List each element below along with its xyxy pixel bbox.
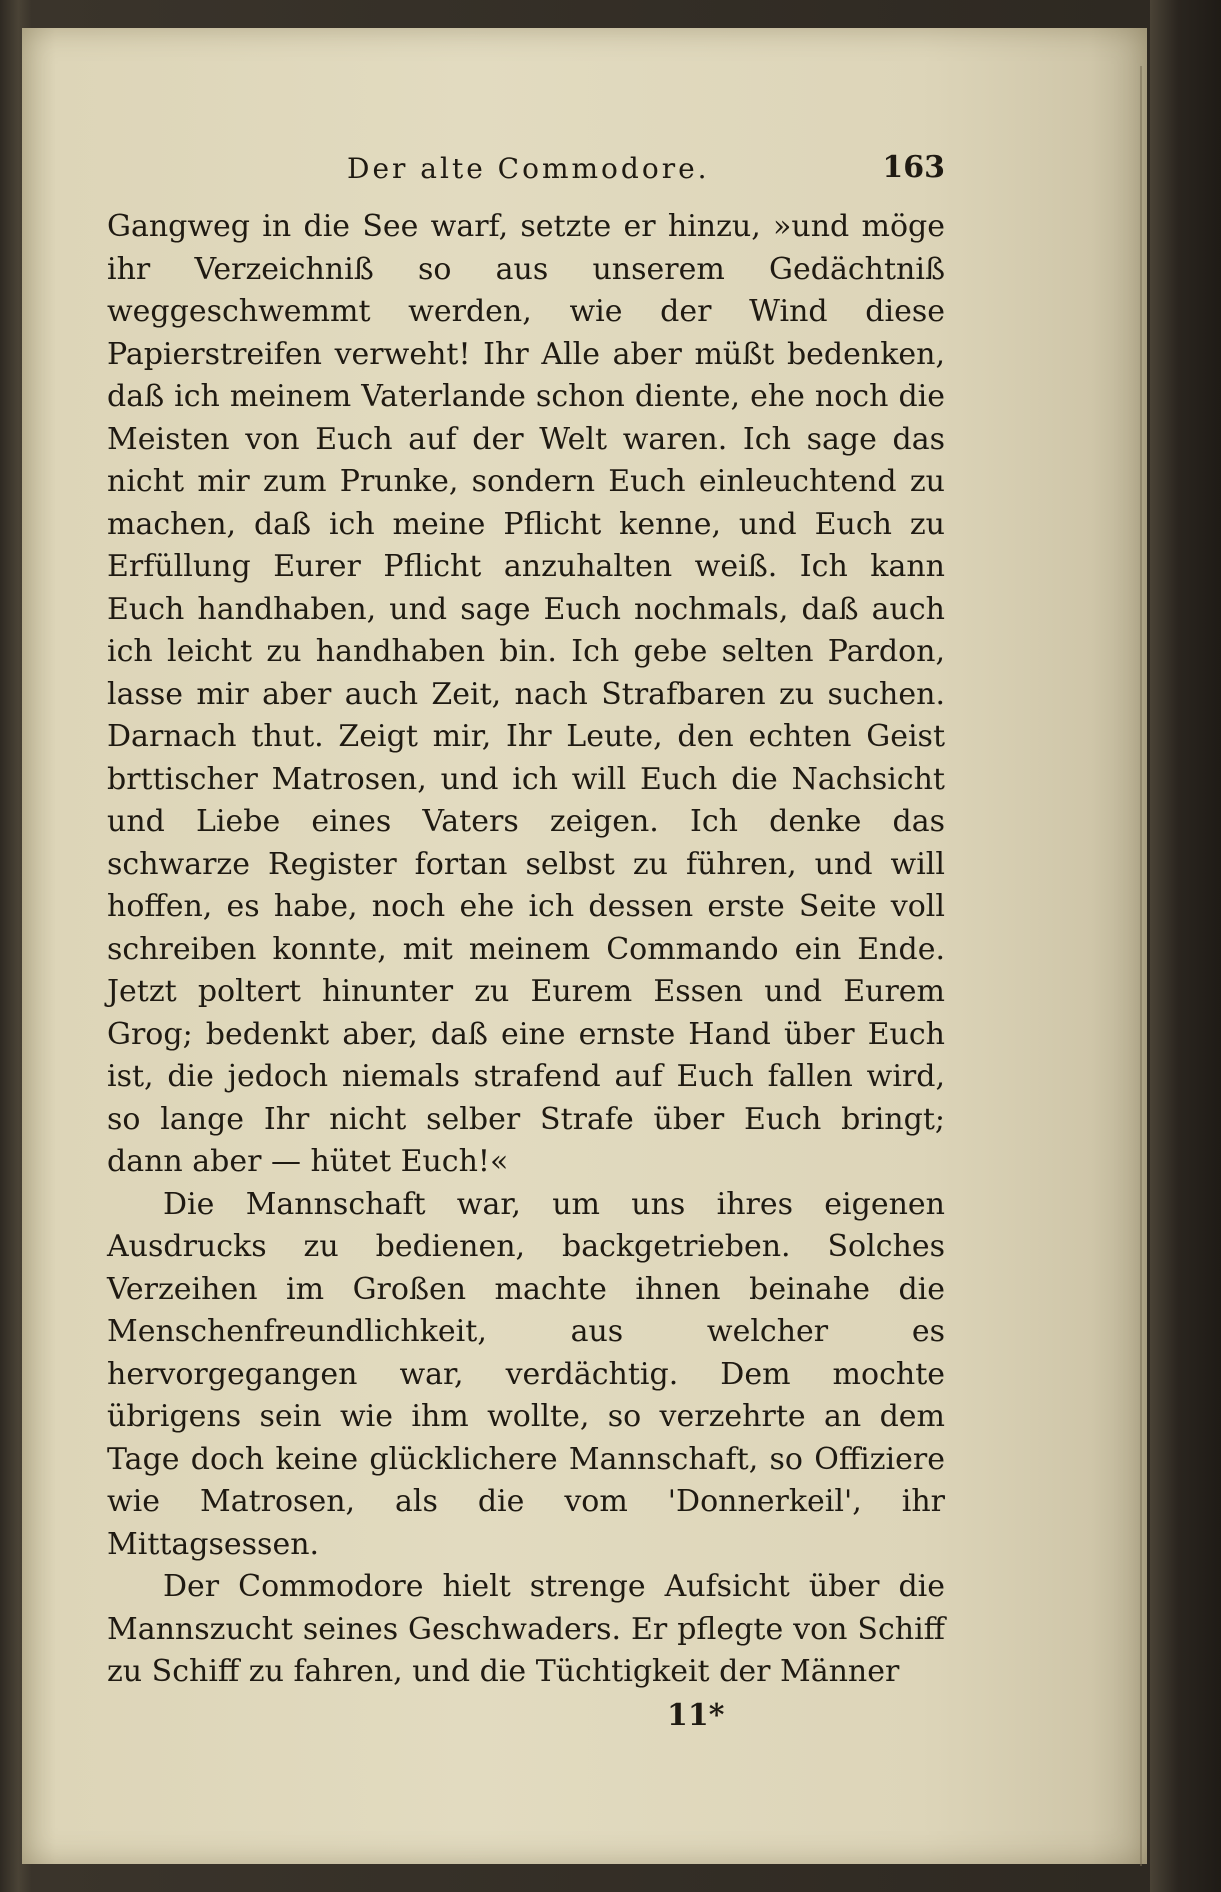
running-title: Der alte Commodore. — [347, 152, 710, 185]
page-number: 163 — [882, 150, 945, 185]
running-head — [107, 148, 945, 196]
paragraph-1: Gangweg in die See warf, setzte er hinzu, »und möge ihr Verzeichniß so aus unserem Gedächtniß weggeschwemmt werden, wie der Wind diese Papierstreifen verweht! Ihr Alle aber müßt bedenken, daß ich meinem Vaterlande schon diente, ehe noch die Meisten von Euch auf der Welt waren. Ich sage das nicht mir zum Prunke, sondern Euch einleuchtend zu machen, daß ich meine Pflicht kenne, und Euch zu Erfüllung Eurer Pflicht anzuhalten weiß. Ich kann Euch handhaben, und sage Euch nochmals, daß auch ich leicht zu handhaben bin. Ich gebe selten Pardon, lasse mir aber auch Zeit, nach Strafbaren zu suchen. Darnach thut. Zeigt mir, Ihr Leute, den echten Geist brttischer Matrosen, und ich will Euch die Nachsicht und Liebe eines Vaters zeigen. Ich denke das schwarze Register fortan selbst zu führen, und will hoffen, es habe, noch ehe ich dessen erste Seite voll schreiben konnte, mit meinem Commando ein Ende. Jetzt poltert hinunter zu Eurem Essen und Eurem Grog; bedenkt aber, daß eine ernste Hand über Euch ist, die jedoch niemals strafend auf Euch fallen wird, so lange Ihr nicht selber Strafe über Euch bringt; dann aber — hütet Euch!« — [107, 209, 945, 1179]
signature-mark: 11* — [667, 1697, 725, 1733]
page-edge-line — [1140, 66, 1142, 1866]
book-binding — [1150, 0, 1221, 1892]
paragraph-2: Die Mannschaft war, um uns ihres eigenen Ausdrucks zu bedienen, backgetrieben. Solches Verzeihen im Großen machte ihnen beinahe die Menschenfreundlichkeit, aus welcher es hervorgegangen war, verdächtig. Dem mochte übrigens sein wie ihm wollte, so verzehrte an dem Tage doch keine glücklichere Mannschaft, so Offiziere wie Matrosen, als die vom 'Donnerkeil', ihr Mittagsessen. — [107, 1186, 945, 1562]
page-text-block — [107, 148, 945, 1736]
paragraph-3: Der Commodore hielt strenge Aufsicht über die Mannszucht seines Geschwaders. Er pflegte von Schiff zu Schiff zu fahren, und die Tüchtigkeit der Männer — [107, 1569, 945, 1689]
